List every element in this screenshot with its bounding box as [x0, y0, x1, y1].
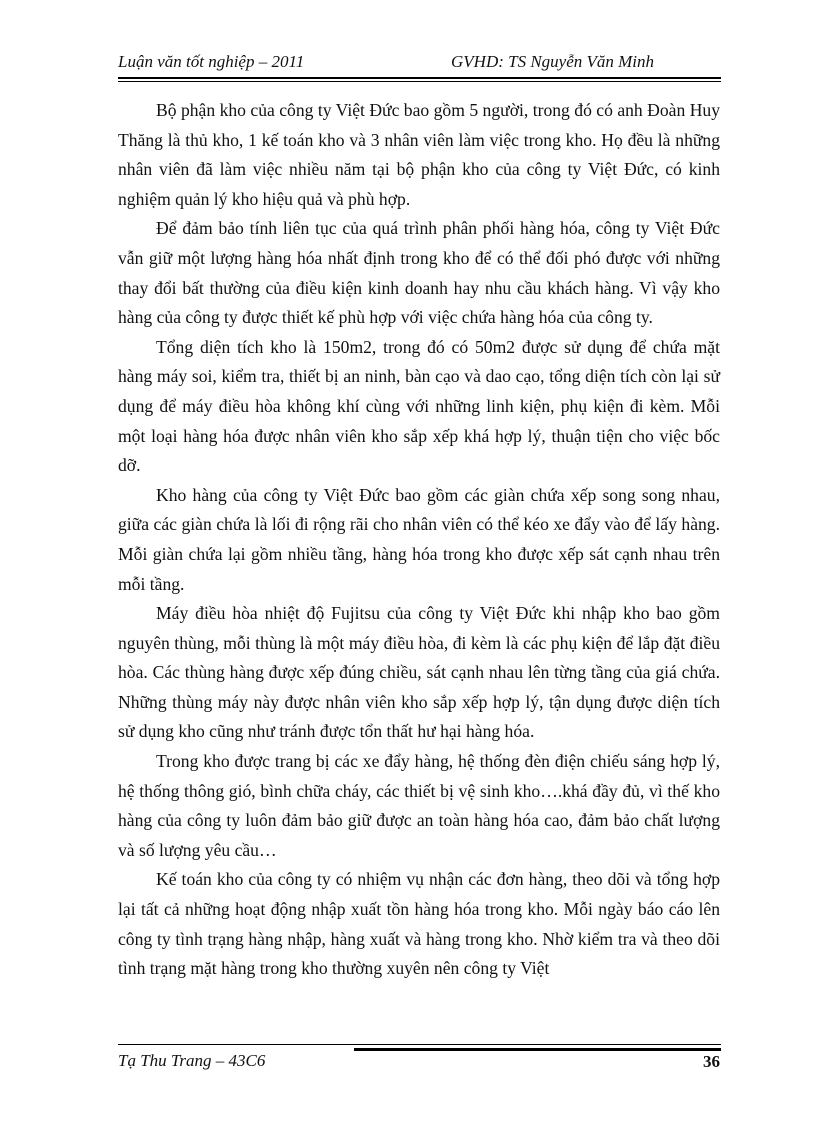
- document-body: [118, 96, 720, 984]
- paragraph-warehouse-area: Tổng diện tích kho là 150m2, trong đó có 50m2 được sử dụng để chứa mặt hàng máy soi, kiểm tra, thiết bị an ninh, bàn cạo và dao cạo, tổng diện tích còn lại sử dụng để máy điều hòa không khí cùng với những linh kiện, phụ kiện đi kèm. Mỗi một loại hàng hóa được nhân viên kho sắp xếp khá hợp lý, thuận tiện cho việc bốc dỡ.: [118, 336, 720, 476]
- header-divider-thick: [118, 77, 721, 79]
- header-supervisor: GVHD: TS Nguyễn Văn Minh: [451, 52, 655, 71]
- paragraph-shelving-layout: Kho hàng của công ty Việt Đức bao gồm các giàn chứa xếp song song nhau, giữa các giàn chứa là lối đi rộng rãi cho nhân viên có thể kéo xe đẩy vào để lấy hàng. Mỗi giàn chứa lại gồm nhiều tầng, hàng hóa trong kho được xếp sát cạnh nhau trên mỗi tầng.: [118, 484, 720, 594]
- footer-divider-thick: [354, 1048, 721, 1051]
- paragraph-fujitsu-storage: Máy điều hòa nhiệt độ Fujitsu của công ty Việt Đức khi nhập kho bao gồm nguyên thùng, mỗi thùng là một máy điều hòa, đi kèm là các phụ kiện để lắp đặt điều hòa. Các thùng hàng được xếp đúng chiều, sát cạnh nhau lên từng tầng của giá chứa. Những thùng máy này được nhân viên kho sắp xếp hợp lý, tận dụng được diện tích sử dụng kho cũng như tránh được tổn thất hư hại hàng hóa.: [118, 603, 720, 742]
- page-header: [118, 50, 721, 76]
- page-number: 36: [703, 1052, 720, 1071]
- header-divider-thin: [118, 81, 721, 82]
- footer-divider-thin: [118, 1044, 721, 1045]
- footer-author: Tạ Thu Trang – 43C6: [118, 1051, 266, 1070]
- paragraph-warehouse-accounting: Kế toán kho của công ty có nhiệm vụ nhận các đơn hàng, theo dõi và tổng hợp lại tất cả những hoạt động nhập xuất tồn hàng hóa trong kho. Mỗi ngày báo cáo lên công ty tình trạng hàng nhập, hàng xuất và hàng trong kho. Nhờ kiểm tra và theo dõi tình trạng mặt hàng trong kho thường xuyên nên công ty Việt: [118, 869, 720, 979]
- paragraph-warehouse-staff: Bộ phận kho của công ty Việt Đức bao gồm 5 người, trong đó có anh Đoàn Huy Thăng là thủ kho, 1 kế toán kho và 3 nhân viên làm việc trong kho. Họ đều là những nhân viên đã làm việc nhiều năm tại bộ phận kho của công ty Việt Đức, có kinh nghiệm quản lý kho hiệu quả và phù hợp.: [118, 100, 720, 209]
- paragraph-warehouse-equipment: Trong kho được trang bị các xe đẩy hàng, hệ thống đèn điện chiếu sáng hợp lý, hệ thống thông gió, bình chữa cháy, các thiết bị vệ sinh kho….khá đầy đủ, vì thế kho hàng của công ty luôn đảm bảo giữ được an toàn hàng hóa cao, đảm bảo chất lượng và số lượng yêu cầu…: [118, 751, 720, 860]
- header-thesis-title: Luận văn tốt nghiệp – 2011: [118, 52, 305, 71]
- paragraph-inventory-continuity: Để đảm bảo tính liên tục của quá trình phân phối hàng hóa, công ty Việt Đức vẫn giữ một lượng hàng hóa nhất định trong kho để có thể đối phó được với những thay đổi bất thường của điều kiện kinh doanh hay nhu cầu khách hàng. Vì vậy kho hàng của công ty được thiết kế phù hợp với việc chứa hàng hóa của công ty.: [118, 218, 720, 328]
